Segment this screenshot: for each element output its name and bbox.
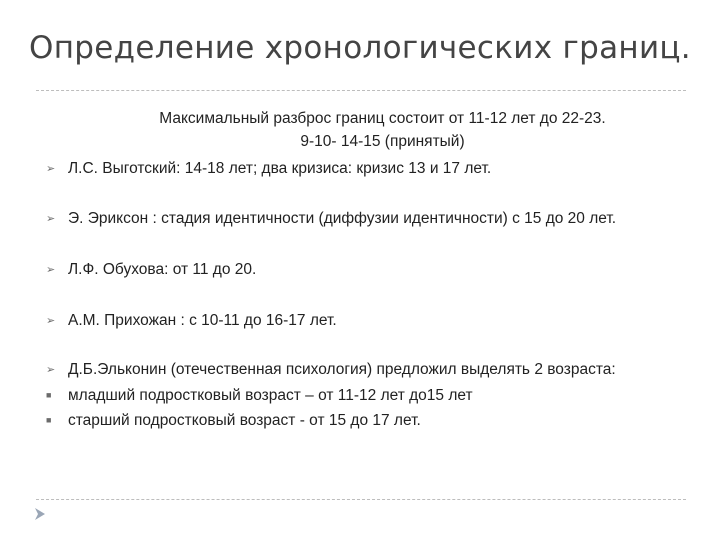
footer-divider [36,499,686,500]
list-item-text: Э. Эриксон : стадия идентичности (диффузии идентичности) с 15 до 20 лет. [68,210,617,227]
list-item-text: Л.С. Выготский: 14-18 лет; два кризиса: кризис 13 и 17 лет. [68,160,492,177]
arrow-bullet-icon: ➢ [46,364,56,376]
list-item-text: А.М. Прихожан : с 10-11 до 16-17 лет. [68,312,337,329]
arrow-bullet-icon: ➢ [46,213,56,225]
triangle-right-icon[interactable] [34,507,46,521]
list-item-prikhozhan [46,312,337,334]
title-divider [36,90,686,91]
list-item-older-teen [46,412,421,434]
list-item-erikson [46,210,616,232]
list-item-text: старший подростковый возраст - от 15 до 17 лет. [68,412,421,429]
square-bullet-icon: ■ [46,415,52,425]
list-item-text: Л.Ф. Обухова: от 11 до 20. [68,261,257,278]
list-item-younger-teen [46,387,473,409]
slide-title: Определение хронологических границ. [29,30,691,66]
arrow-bullet-icon: ➢ [46,315,56,327]
intro-line-2: 9-10- 14-15 (принятый) [300,133,465,150]
arrow-bullet-icon: ➢ [46,163,56,175]
intro-line-1: Максимальный разброс границ состоит от 11-12 лет до 22-23. [159,110,606,127]
list-item-text: Д.Б.Эльконин (отечественная психология) предложил выделять 2 возраста: [68,361,616,378]
list-item-vygotsky [46,160,491,182]
square-bullet-icon: ■ [46,390,52,400]
arrow-bullet-icon: ➢ [46,264,56,276]
list-item-text: младший подростковый возраст – от 11-12 лет до15 лет [68,387,473,404]
list-item-obukhova [46,261,256,283]
list-item-elkonin [46,361,616,383]
